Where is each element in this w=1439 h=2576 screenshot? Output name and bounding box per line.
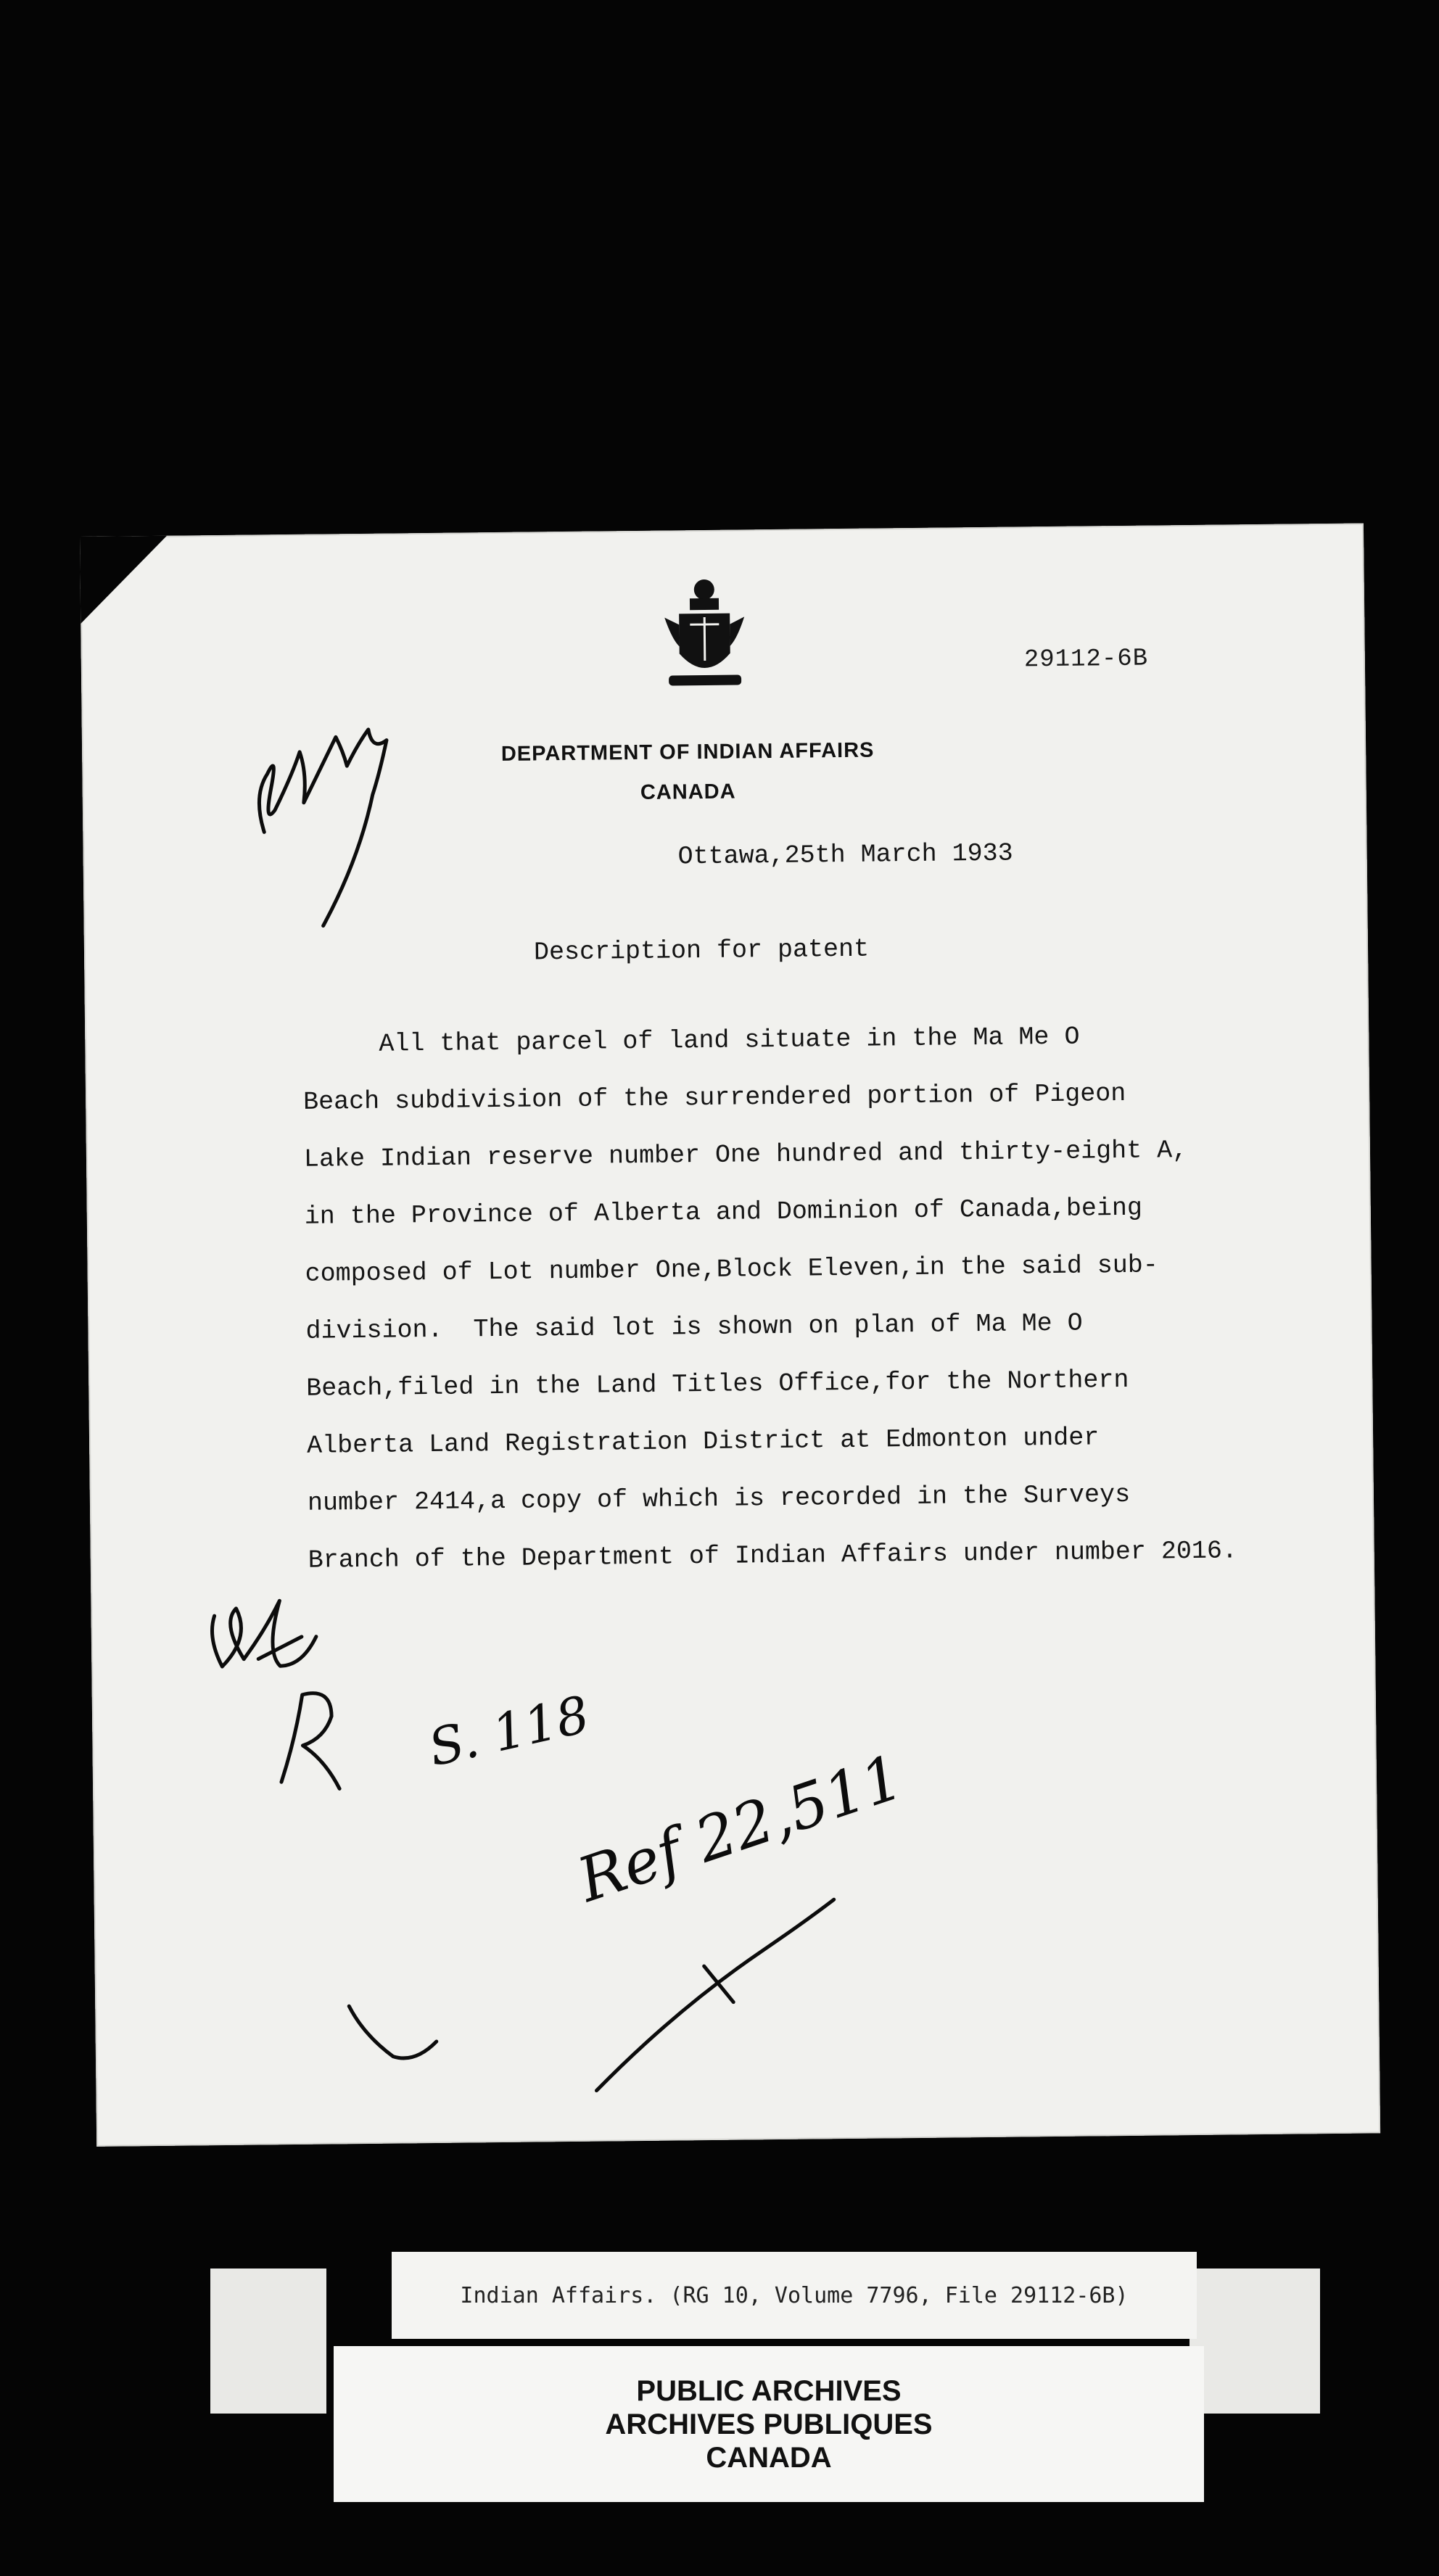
- signature-initials: [258, 730, 388, 927]
- body-line: composed of Lot number One,Block Eleven,in the said sub-: [305, 1250, 1159, 1289]
- archive-strip-right: [1189, 2269, 1320, 2414]
- handwriting-layer: [80, 523, 1380, 2146]
- archive-line-1: PUBLIC ARCHIVES: [636, 2374, 902, 2407]
- body-line: in the Province of Alberta and Dominion of Canada,being: [304, 1193, 1143, 1231]
- body-line: number 2414,a copy of which is recorded in the Surveys: [307, 1479, 1131, 1518]
- body-line: Branch of the Department of Indian Affairs under number 2016.: [308, 1536, 1238, 1575]
- archive-reference-label: [392, 2252, 1197, 2339]
- annotation-ref: Ref 22,511: [569, 1741, 912, 1916]
- country-name: CANADA: [640, 780, 736, 804]
- document-heading: Description for patent: [533, 934, 870, 967]
- body-line: Alberta Land Registration District at Edmonton under: [306, 1423, 1100, 1461]
- department-name: DEPARTMENT OF INDIAN AFFAIRS: [500, 738, 875, 766]
- archive-strip-left: [210, 2269, 326, 2414]
- body-line: All that parcel of land situate in the Ma Me O: [302, 1022, 1080, 1060]
- document-sheet: [80, 523, 1380, 2146]
- archive-reference: Indian Affairs. (RG 10, Volume 7796, File 29112-6B): [460, 2282, 1129, 2308]
- handwritten-tick: [349, 2005, 437, 2059]
- date-line: Ottawa,25th March 1933: [677, 838, 1013, 872]
- body-line: Lake Indian reserve number One hundred and thirty-eight A,: [303, 1136, 1188, 1174]
- archive-line-2: ARCHIVES PUBLIQUES: [605, 2408, 933, 2440]
- body-line: Beach subdivision of the surrendered portion of Pigeon: [302, 1078, 1126, 1117]
- file-number: 29112-6B: [1023, 645, 1149, 674]
- archive-line-3: CANADA: [706, 2441, 832, 2474]
- annotation-s118: S. 118: [423, 1684, 595, 1778]
- body-line: division. The said lot is shown on plan of Ma Me O: [305, 1308, 1083, 1346]
- handwritten-cross: [595, 1899, 836, 2090]
- archive-stamp: [334, 2346, 1204, 2502]
- body-line: Beach,filed in the Land Titles Office,for the Northern: [306, 1365, 1129, 1403]
